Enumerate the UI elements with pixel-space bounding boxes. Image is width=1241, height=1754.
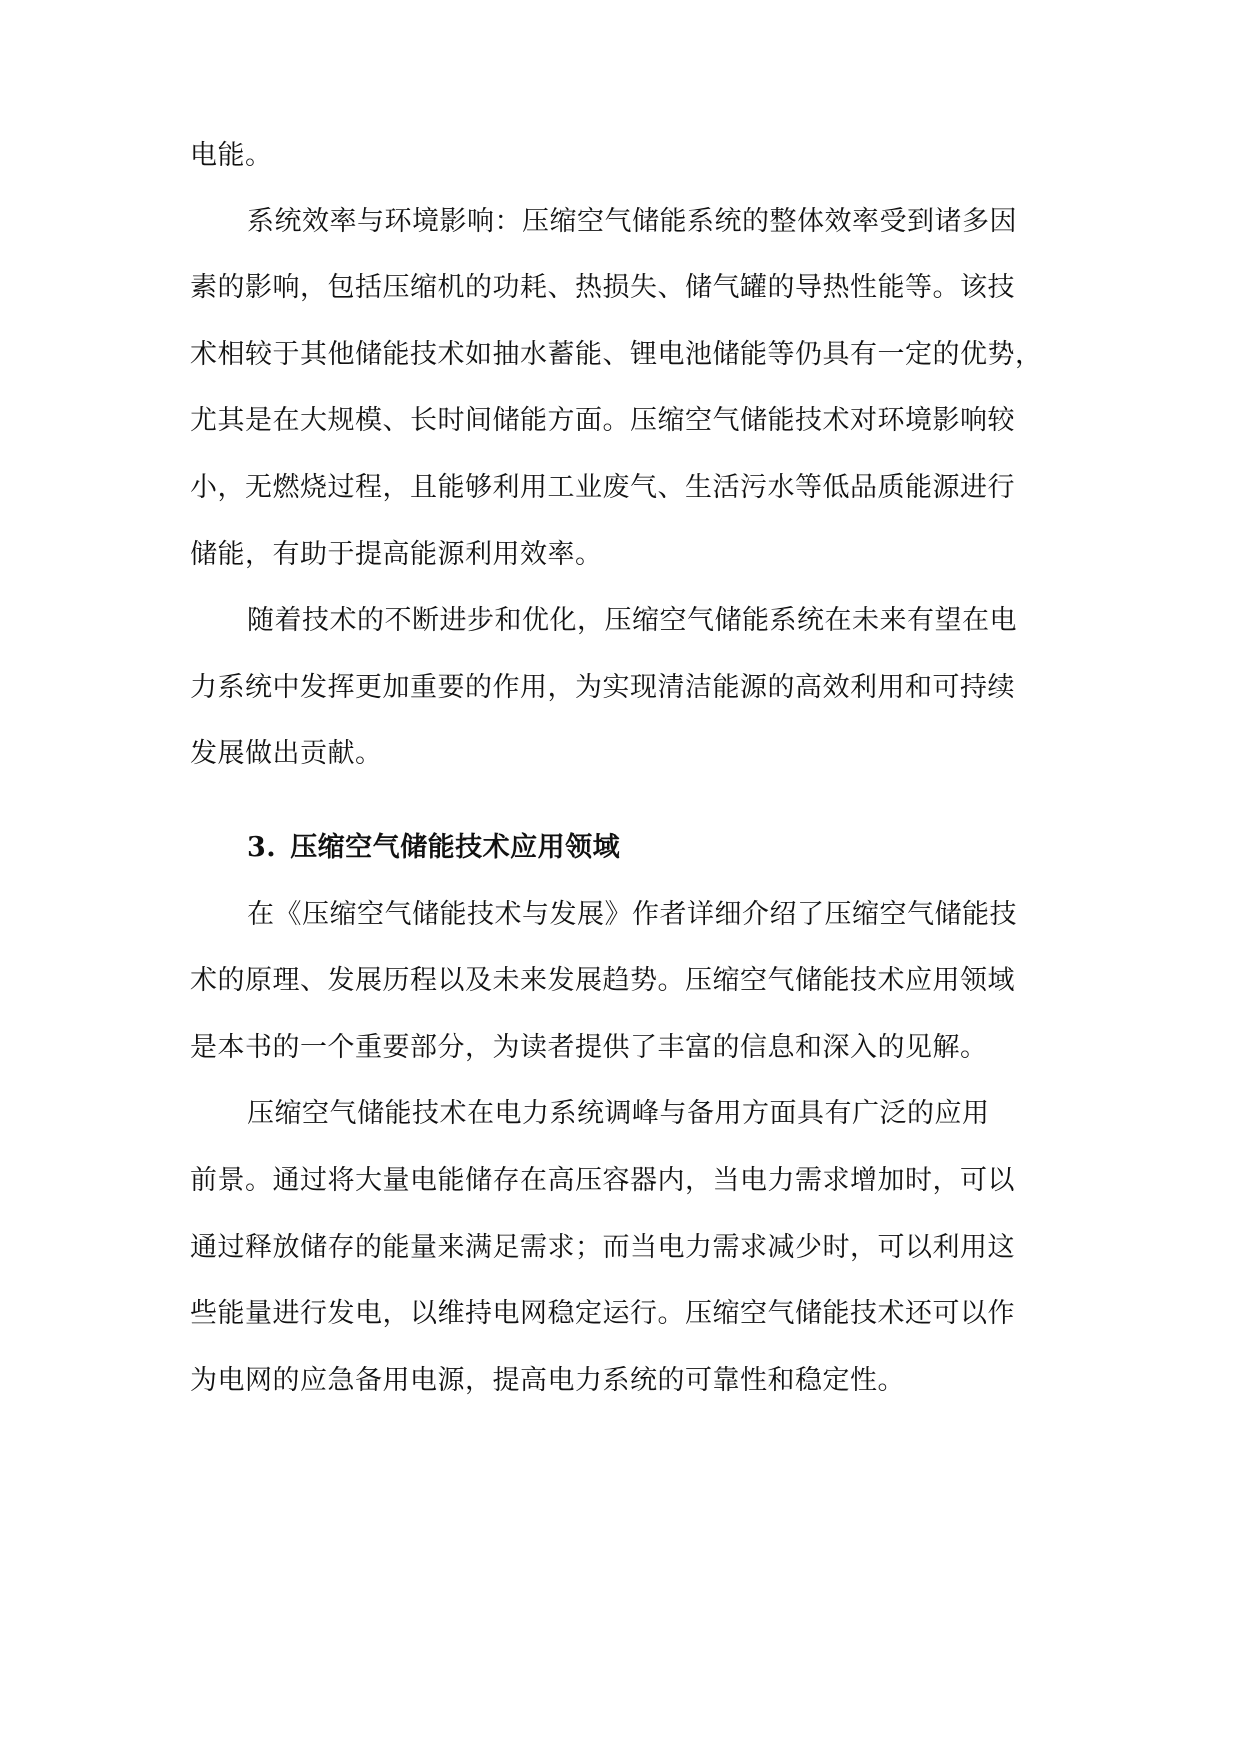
section-heading — [247, 828, 620, 868]
paragraph-line: 小，无燃烧过程，且能够利用工业废气、生活污水等低品质能源进行 — [190, 472, 1015, 503]
paragraph-line: 系统效率与环境影响：压缩空气储能系统的整体效率受到诸多因 — [247, 206, 1017, 237]
paragraph-line: 术相较于其他储能技术如抽水蓄能、锂电池储能等仍具有一定的优势， — [190, 339, 1043, 370]
paragraph-line: 素的影响，包括压缩机的功耗、热损失、储气罐的导热性能等。该技 — [190, 272, 1015, 303]
paragraph-line: 通过释放储存的能量来满足需求；而当电力需求减少时，可以利用这 — [190, 1232, 1015, 1263]
section-title: 压缩空气储能技术应用领域 — [290, 832, 621, 863]
paragraph-line: 是本书的一个重要部分，为读者提供了丰富的信息和深入的见解。 — [190, 1032, 988, 1063]
paragraph-line: 电能。 — [190, 140, 273, 171]
paragraph-line: 术的原理、发展历程以及未来发展趋势。压缩空气储能技术应用领域 — [190, 965, 1015, 996]
section-number: 3. — [247, 832, 277, 863]
paragraph-line: 为电网的应急备用电源，提高电力系统的可靠性和稳定性。 — [190, 1365, 905, 1396]
paragraph-line: 些能量进行发电，以维持电网稳定运行。压缩空气储能技术还可以作 — [190, 1298, 1015, 1329]
paragraph-line: 尤其是在大规模、长时间储能方面。压缩空气储能技术对环境影响较 — [190, 405, 1015, 436]
paragraph-line: 压缩空气储能技术在电力系统调峰与备用方面具有广泛的应用 — [247, 1098, 990, 1129]
paragraph-line: 在《压缩空气储能技术与发展》作者详细介绍了压缩空气储能技 — [247, 899, 1017, 930]
paragraph-line: 前景。通过将大量电能储存在高压容器内，当电力需求增加时，可以 — [190, 1165, 1015, 1196]
paragraph-line: 力系统中发挥更加重要的作用，为实现清洁能源的高效利用和可持续 — [190, 672, 1015, 703]
paragraph-line: 储能，有助于提高能源利用效率。 — [190, 539, 603, 570]
paragraph-line: 发展做出贡献。 — [190, 738, 383, 769]
paragraph-line: 随着技术的不断进步和优化，压缩空气储能系统在未来有望在电 — [247, 605, 1017, 636]
